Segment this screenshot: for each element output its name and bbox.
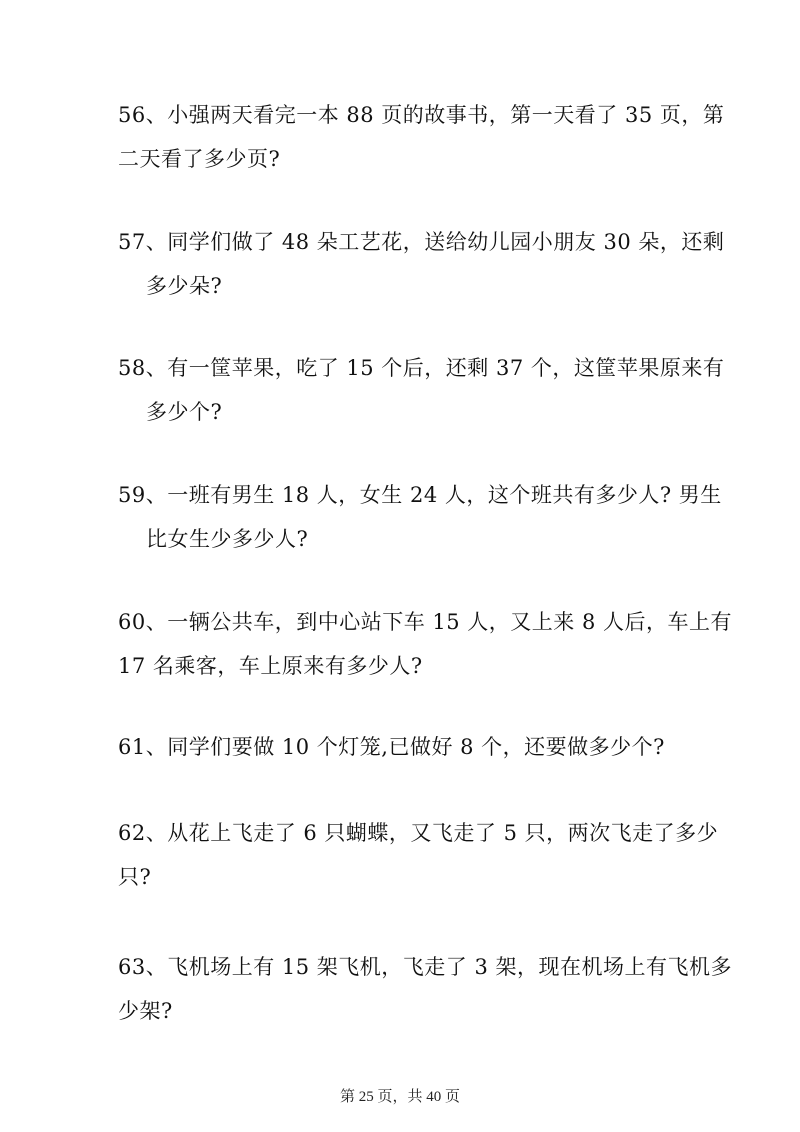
problem-line: 多少个? bbox=[146, 400, 223, 424]
problem-58 bbox=[118, 346, 725, 434]
problem-line: 60、一辆公共车，到中心站下车 15 人，又上来 8 人后，车上有 bbox=[118, 610, 733, 634]
problem-line: 62、从花上飞走了 6 只蝴蝶，又飞走了 5 只，两次飞走了多少 bbox=[118, 821, 719, 845]
problem-line: 只? bbox=[118, 865, 152, 889]
problem-line: 比女生少多少人? bbox=[146, 527, 309, 551]
problem-line: 少架? bbox=[118, 999, 173, 1023]
problem-57 bbox=[118, 220, 725, 308]
problem-line: 二天看了多少页? bbox=[118, 147, 281, 171]
problem-62 bbox=[118, 811, 719, 899]
problem-59 bbox=[118, 473, 722, 561]
problem-line: 多少朵? bbox=[146, 274, 223, 298]
problem-61 bbox=[118, 725, 698, 769]
problem-line: 59、一班有男生 18 人，女生 24 人，这个班共有多少人? 男生 bbox=[118, 483, 722, 507]
problem-63 bbox=[118, 945, 733, 1033]
problem-line: 58、有一筐苹果，吃了 15 个后，还剩 37 个，这筐苹果原来有 bbox=[118, 356, 725, 380]
problem-56 bbox=[118, 93, 725, 181]
problem-line: 57、同学们做了 48 朵工艺花，送给幼儿园小朋友 30 朵，还剩 bbox=[118, 230, 725, 254]
problem-60 bbox=[118, 600, 733, 688]
problem-line: 56、小强两天看完一本 88 页的故事书，第一天看了 35 页，第 bbox=[118, 103, 725, 127]
problem-line: 17 名乘客，车上原来有多少人? bbox=[118, 654, 423, 678]
problem-line: 63、飞机场上有 15 架飞机，飞走了 3 架，现在机场上有飞机多 bbox=[118, 955, 733, 979]
page-number-footer: 第 25 页，共 40 页 bbox=[339, 1089, 460, 1105]
problem-line: 61、同学们要做 10 个灯笼,已做好 8 个，还要做多少个? bbox=[118, 735, 665, 759]
